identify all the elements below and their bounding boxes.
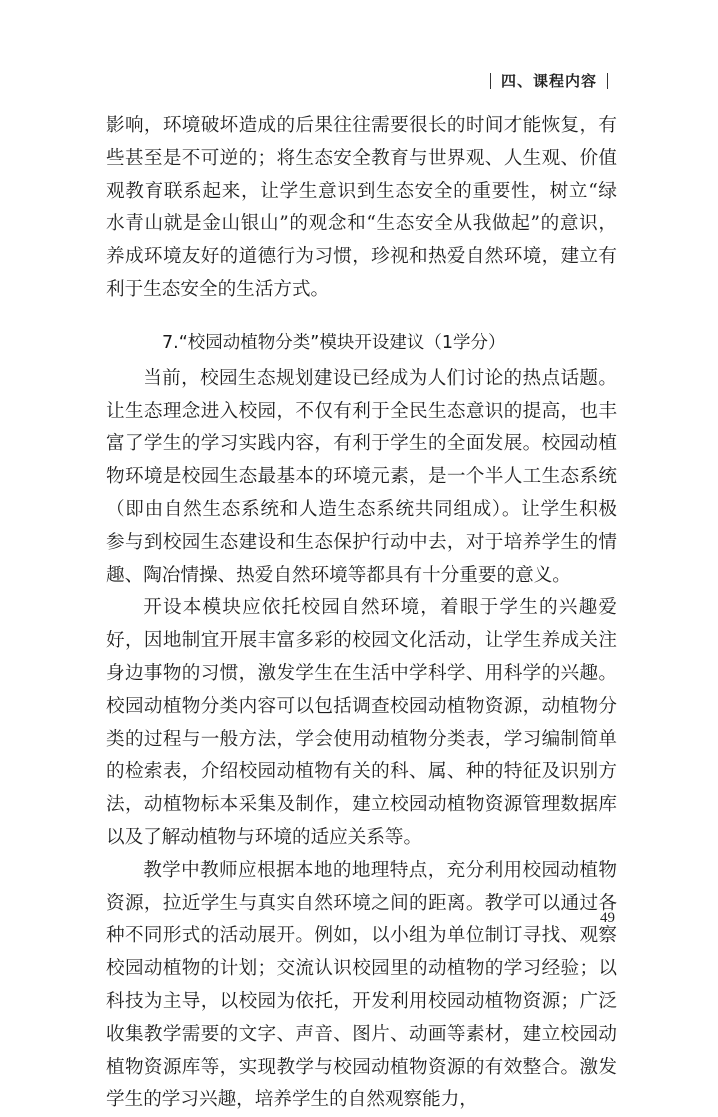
chapter-title: 四、课程内容 xyxy=(500,72,597,90)
page-content xyxy=(106,110,617,1117)
page-number: 49 xyxy=(600,910,615,926)
body-paragraph-2: 开设本模块应依托校园自然环境，着眼于学生的兴趣爱好，因地制宜开展丰富多彩的校园文化活动，让学生养成关注身边事物的习惯，激发学生在生活中学科学、用科学的兴趣。校园动植物分类内容可以包括调查校园动植物资源，动植物分类的过程与一般方法，学会使用动植物分类表，学习编制简单的检索表，介绍校园动植物有关的科、属、种的特征及识别方法，动植物标本采集及制作，建立校园动植物资源管理数据库以及了解动植物与环境的适应关系等。 xyxy=(106,597,617,848)
continuation-paragraph: 影响，环境破坏造成的后果往往需要很长的时间才能恢复，有些甚至是不可逆的；将生态安全教育与世界观、人生观、价值观教育联系起来，让学生意识到生态安全的重要性，树立“绿水青山就是金山银山”的观念和“生态安全从我做起”的意识，养成环境友好的道德行为习惯，珍视和热爱自然环境，建立有利于生态安全的生活方式。 xyxy=(106,115,617,300)
body-paragraph-3: 教学中教师应根据本地的地理特点，充分利用校园动植物资源，拉近学生与真实自然环境之间的距离。教学可以通过各种不同形式的活动展开。例如，以小组为单位制订寻找、观察校园动植物的计划；交流认识校园里的动植物的学习经验；以科技为主导，以校园为依托，开发利用校园动植物资源；广泛收集教学需要的文字、声音、图片、动画等素材，建立校园动植物资源库等，实现教学与校园动植物资源的有效整合。激发学生的学习兴趣，培养学生的自然观察能力， xyxy=(106,859,617,1111)
section-heading: 7.“校园动植物分类”模块开设建议（1学分） xyxy=(162,332,506,353)
header-divider-right xyxy=(607,73,608,89)
body-paragraph-1: 当前，校园生态规划建设已经成为人们讨论的热点话题。让生态理念进入校园，不仅有利于全民生态意识的提高，也丰富了学生的学习实践内容，有利于学生的全面发展。校园动植物环境是校园生态最基本的环境元素，是一个半人工生态系统（即由自然生态系统和人造生态系统共同组成）。让学生积极参与到校园生态建设和生态保护行动中去，对于培养学生的情趣、陶冶情操、热爱自然环境等都具有十分重要的意义。 xyxy=(106,367,617,586)
running-header xyxy=(480,70,618,91)
header-divider-left xyxy=(490,73,491,89)
